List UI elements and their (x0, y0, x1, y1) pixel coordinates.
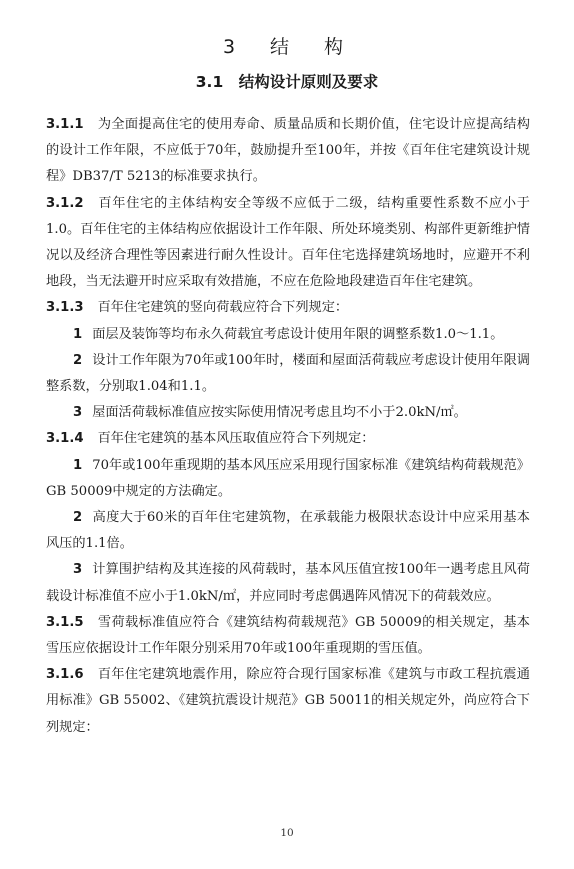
list-item (46, 453, 530, 505)
clause-number: 3.1.6 (46, 667, 84, 683)
clause-3-1-6 (46, 662, 530, 741)
clause-text: 百年住宅建筑的竖向荷载应符合下列规定： (97, 300, 349, 316)
clause-3-1-2 (46, 191, 530, 296)
document-body (46, 112, 530, 741)
item-number: 3 (73, 405, 83, 421)
clause-number: 3.1.1 (46, 117, 84, 132)
clause-text: 雪荷载标准值应符合《建筑结构荷载规范》GB 50009的相关规定，基本雪压应依据设计工作年限分别采用70年或100年重现期的雪压值。 (46, 614, 530, 657)
list-item (46, 348, 530, 400)
clause-3-1-4 (46, 426, 530, 452)
item-text: 70年或100年重现期的基本风压应采用现行国家标准《建筑结构荷载规范》GB 50009中规定的方法确定。 (46, 457, 530, 499)
clause-3-1-5 (46, 610, 530, 662)
clause-number: 3.1.3 (46, 300, 84, 316)
item-number: 1 (73, 326, 83, 342)
clause-number: 3.1.5 (46, 614, 84, 630)
list-item (46, 557, 530, 609)
item-text: 设计工作年限为70年或100年时，楼面和屋面活荷载应考虑设计使用年限调整系数，分别取1.04和1.1。 (46, 352, 530, 395)
item-number: 2 (73, 510, 83, 526)
list-item (46, 505, 530, 557)
clause-text: 百年住宅建筑的基本风压取值应符合下列规定： (97, 431, 375, 447)
section-title: 3.1 结构设计原则及要求 (195, 73, 379, 91)
chapter-title: 3 结 构 (222, 36, 352, 58)
list-item (46, 322, 530, 348)
list-item (46, 400, 530, 426)
item-text: 高度大于60米的百年住宅建筑物，在承载能力极限状态设计中应采用基本风压的1.1倍。 (46, 510, 530, 552)
item-number: 3 (73, 562, 83, 578)
clause-3-1-3 (46, 295, 530, 321)
item-number: 1 (73, 457, 83, 473)
clause-number: 3.1.4 (46, 431, 84, 447)
clause-3-1-1 (46, 112, 530, 191)
page-number: 10 (280, 827, 294, 839)
clause-text: 百年住宅建筑地震作用，除应符合现行国家标准《建筑与市政工程抗震通用标准》GB 55002、《建筑抗震设计规范》GB 50011的相关规定外，尚应符合下列规定： (46, 667, 530, 735)
item-number: 2 (73, 352, 83, 368)
item-text: 面层及装饰等均布永久荷载宜考虑设计使用年限的调整系数1.0～1.1。 (92, 326, 504, 342)
item-text: 计算围护结构及其连接的风荷载时，基本风压值宜按100年一遇考虑且风荷载设计标准值不应小于1.0kN/㎡，并应同时考虑偶遇阵风情况下的荷载效应。 (46, 562, 530, 604)
item-text: 屋面活荷载标准值应按实际使用情况考虑且均不小于2.0kN/㎡。 (92, 405, 467, 421)
clause-number: 3.1.2 (46, 195, 84, 211)
clause-text: 为全面提高住宅的使用寿命、质量品质和长期价值，住宅设计应提高结构的设计工作年限，不应低于70年，鼓励提升至100年，并按《百年住宅建筑设计规程》DB37/T 5213的标准要求执行。 (46, 117, 530, 185)
clause-text: 百年住宅的主体结构安全等级不应低于二级，结构重要性系数不应小于1.0。百年住宅的主体结构应依据设计工作年限、所处环境类别、构部件更新维护情况以及经济合理性等因素进行耐久性设计。百年住宅选择建筑场地时，应避开不利地段，当无法避开时应采取有效措施，不应在危险地段建造百年住宅建筑。 (46, 195, 530, 290)
